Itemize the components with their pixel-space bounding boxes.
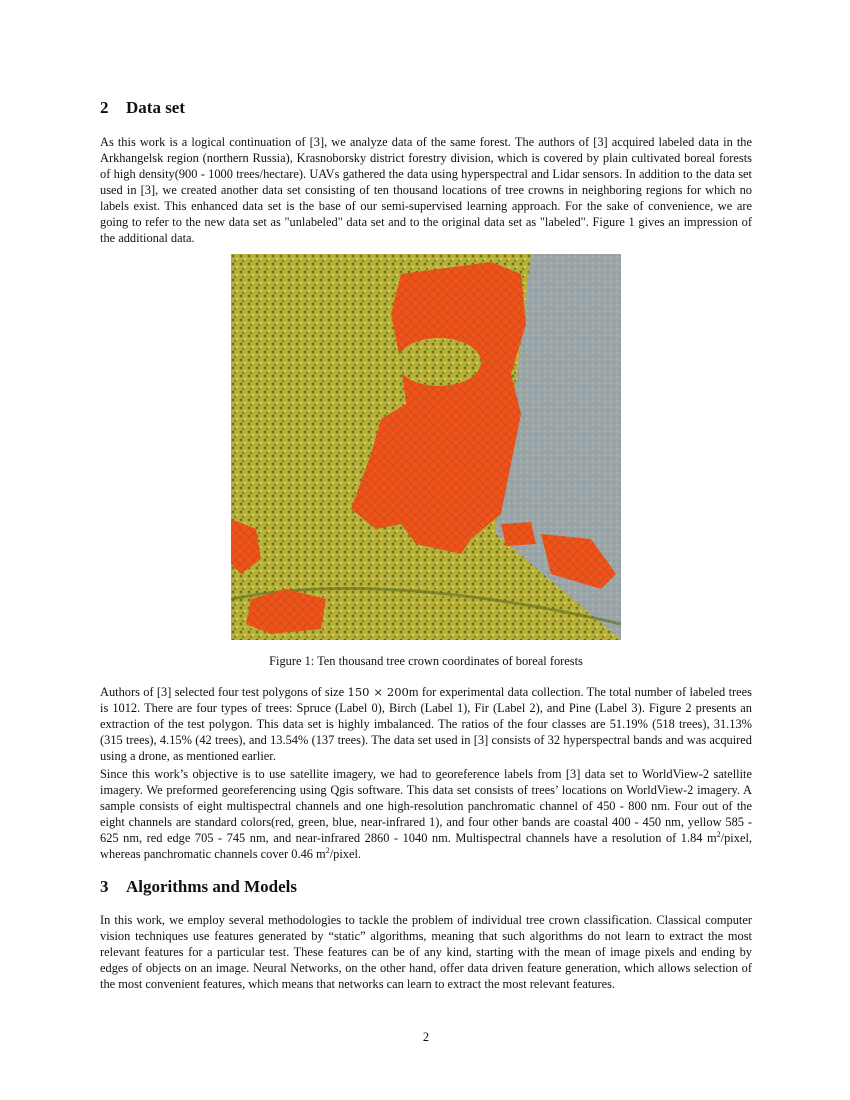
figure-1-caption: Figure 1: Ten thousand tree crown coordinates of boreal forests [269,654,583,668]
para3-superscript-1: 2 [716,829,721,839]
section-2-paragraph-1: As this work is a logical continuation of [3], we analyze data of the same forest. The authors of [3] acquired labeled data in the Arkhangelsk region (northern Russia), Krasnoborsky district forestry division, which is covered by plain cultivated boreal forests of high density(900 - 1000 trees/hectare). UAVs gathered the data using hyperspectral and Lidar sensors. In addition to the data set used in [3], we created another data set consisting of ten thousand locations of tree crowns in neighboring regions for which no labels exist. This enhanced data set is the base of our semi-supervised learning approach. For the sake of convenience, we are going to refer to the new data set as "unlabeled" data set and to the original data set as "labeled". Figure 1 gives an impression of the additional data. [100,135,752,245]
section-3-heading [100,877,297,897]
para2-text-b: m for experimental data collection. The total number of labeled trees is 1012. There are four types of trees: Spruce (Label 0), Birch (Label 1), Fir (Label 2), and Pine (Label 3). Figure 2 presents an extraction of the test polygon. This data set is highly imbalanced. The ratios of the four classes are 51.19% (518 trees), 31.13% (315 trees), 4.15% (42 trees), and 13.54% (137 trees). The data set used in [3] consists of 32 hyperspectral bands and was acquired using a drone, as mentioned earlier. [100,685,752,763]
section-2-heading [100,98,185,118]
section-title: Data set [126,98,186,117]
section-number: 2 [100,98,109,117]
section-number: 3 [100,877,109,896]
para3-superscript-2: 2 [325,845,330,855]
para3-text-b: /pixel, whereas panchromatic channels cover 0.46 m [100,831,752,861]
figure-1-satellite-image [231,254,621,640]
section-2-paragraph-3 [100,766,752,862]
page-number: 2 [422,1030,430,1044]
satellite-image [231,254,621,640]
para2-math: 150 × 200 [347,685,409,699]
section-3-paragraph-1: In this work, we employ several methodologies to tackle the problem of individual tree crown classification. Classical computer vision techniques use features generated by “static” algorithms, meaning that such algorithms do not learn to extract the most relevant features for a particular test. These features can be of any kind, starting with the mean of image pixels and ending by edges of objects on an image. Neural Networks, on the other hand, offer data driven feature generation, which allows selection of the most convenient features, which means that networks can learn to extract the most relevant features. [100,913,752,991]
section-title: Algorithms and Models [126,877,297,896]
para2-text-a: Authors of [3] selected four test polygons of size [100,685,348,699]
para3-text-c: /pixel. [329,847,362,861]
para3-text-a: Since this work’s objective is to use satellite imagery, we had to georeference labels from [3] data set to WorldView-2 satellite imagery. We preformed georeferencing using Qgis software. This data set consists of trees’ locations on WorldView-2 imagery. A sample consists of eight multispectral channels and one high-resolution panchromatic channel of 450 - 800 nm. Four out of the eight channels are standard colors(red, green, blue, near-infrared 1), and four other bands are coastal 400 - 450 nm, yellow 585 - 625 nm, red edge 705 - 745 nm, and near-infrared 2860 - 1040 nm. Multispectral channels have a resolution of 1.84 m [100,767,752,845]
section-2-paragraph-2 [100,684,752,764]
